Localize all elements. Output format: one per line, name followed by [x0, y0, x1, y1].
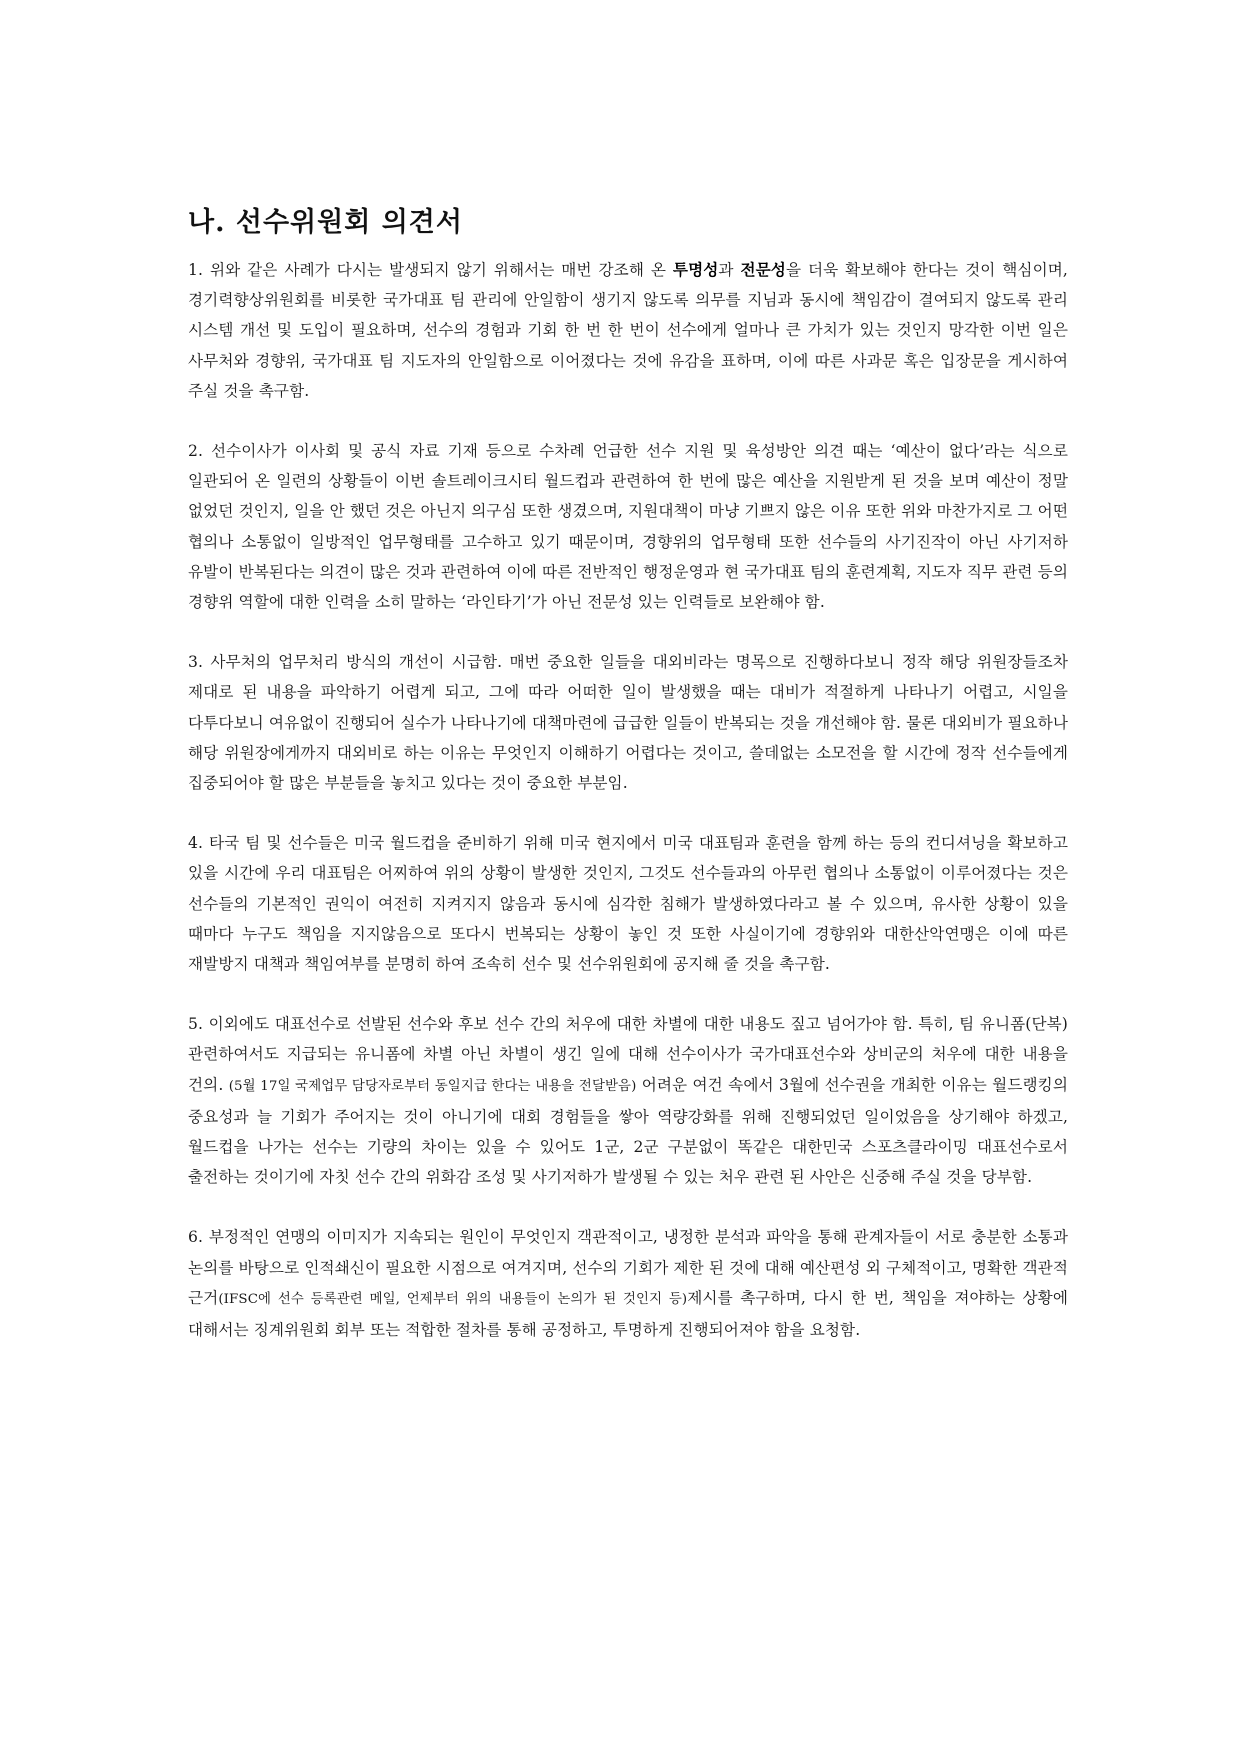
paragraph-2: 2. 선수이사가 이사회 및 공식 자료 기재 등으로 수차례 언급한 선수 지원 및 육성방안 의견 때는 ‘예산이 없다’라는 식으로 일관되어 온 일련의 상황들이 이번 솔트레이크시티 월드컵과 관련하여 한 번에 많은 예산을 지원받게 된 것을 보며 예산이 정말 없었던 것인지, 일을 안 했던 것은 아닌지 의구심 또한 생겼으며, 지원대책이 마냥 기쁘지 않은 이유 또한 위와 마찬가지로 그 어떤 협의나 소통없이 일방적인 업무형태를 고수하고 있기 때문이며, 경향위의 업무형태 또한 선수들의 사기진작이 아닌 사기저하 유발이 반복된다는 의견이 많은 것과 관련하여 이에 따른 전반적인 행정운영과 현 국가대표 팀의 훈련계획, 지도자 직무 관련 등의 경향위 역할에 대한 인력을 소히 말하는 ‘라인타기’가 아닌 전문성 있는 인력들로 보완해야 함. — [188, 442, 1068, 612]
paragraph-1-text-b: 과 — [718, 261, 741, 279]
keyword-expertise: 전문성 — [740, 260, 786, 279]
paragraph-5-text-b: 어려운 여건 속에서 3월에 선수권을 개최한 이유는 월드랭킹의 중요성과 늘 기회가 주어지는 것이 아니기에 대회 경험들을 쌓아 역량강화를 위해 진행되었던 일이었음을 상기해야 하겠고, 월드컵을 나가는 선수는 기량의 차이는 있을 수 있어도 1군, 2군 구분없이 똑같은 대한민국 스포츠클라이밍 대표선수로서 출전하는 것이기에 자칫 선수 간의 위화감 조성 및 사기저하가 발생될 수 있는 처우 관련 된 사안은 신중해 주실 것을 당부함. — [188, 1075, 1068, 1187]
paragraph-6 — [188, 1222, 1068, 1345]
paragraph-3: 3. 사무처의 업무처리 방식의 개선이 시급함. 매번 중요한 일들을 대외비라는 명목으로 진행하다보니 정작 해당 위원장들조차 제대로 된 내용을 파악하기 어렵게 되고, 그에 따라 어떠한 일이 발생했을 때는 대비가 적절하게 나타나기 어렵고, 시일을 다투다보니 여유없이 진행되어 실수가 나타나기에 대책마련에 급급한 일들이 반복되는 것을 개선해야 함. 물론 대외비가 필요하나 해당 위원장에게까지 대외비로 하는 이유는 무엇인지 이해하기 어렵다는 것이고, 쓸데없는 소모전을 할 시간에 정작 선수들에게 집중되어야 할 많은 부분들을 놓치고 있다는 것이 중요한 부분임. — [188, 653, 1068, 793]
keyword-transparency: 투명성 — [672, 260, 719, 279]
paragraph-1-text-c: 을 더욱 확보해야 한다는 것이 핵심이며, 경기력향상위원회를 비롯한 국가대표 팀 관리에 안일함이 생기지 않도록 의무를 지님과 동시에 책임감이 결여되지 않도록 관리 시스템 개선 및 도입이 필요하며, 선수의 경험과 기회 한 번 한 번이 선수에게 얼마나 큰 가치가 있는 것인지 망각한 이번 일은 사무처와 경향위, 국가대표 팀 지도자의 안일함으로 이어졌다는 것에 유감을 표하며, 이에 따른 사과문 혹은 입장문을 게시하여 주실 것을 촉구함. — [188, 261, 1068, 400]
paragraph-5-note: (5월 17일 국제업무 담당자로부터 동일지급 한다는 내용을 전달받음) — [228, 1078, 637, 1094]
paragraph-5-text-a: 5. 이외에도 대표선수로 선발된 선수와 후보 선수 간의 처우에 대한 차별에 대한 내용도 짚고 넘어가야 함. 특히, 팀 유니폼(단복) 관련하여서도 지급되는 유니폼에 차별 아닌 차별이 생긴 일에 대해 선수이사가 국가대표선수와 상비군의 처우에 대한 내용을 건의. — [188, 1015, 1068, 1094]
section-title: 나. 선수위원회 의견서 — [188, 207, 463, 238]
paragraph-5 — [188, 1009, 1068, 1192]
document-page — [188, 205, 1068, 1375]
paragraph-4: 4. 타국 팀 및 선수들은 미국 월드컵을 준비하기 위해 미국 현지에서 미국 대표팀과 훈련을 함께 하는 등의 컨디셔닝을 확보하고 있을 시간에 우리 대표팀은 어찌하여 위의 상황이 발생한 것인지, 그것도 선수들과의 아무런 협의나 소통없이 이루어졌다는 것은 선수들의 기본적인 권익이 여전히 지켜지지 않음과 동시에 심각한 침해가 발생하였다라고 볼 수 있으며, 유사한 상황이 있을 때마다 누구도 책임을 지지않음으로 또다시 번복되는 상황이 놓인 것 또한 사실이기에 경향위와 대한산악연맹은 이에 따른 재발방지 대책과 책임여부를 분명히 하여 조속히 선수 및 선수위원회에 공지해 줄 것을 촉구함. — [188, 834, 1068, 974]
paragraph-1-text-a: 1. 위와 같은 사례가 다시는 발생되지 않기 위해서는 매번 강조해 온 — [188, 261, 673, 279]
paragraph-6-note: (IFSC에 선수 등록관련 메일, 언제부터 위의 내용들이 논의가 된 것인지 등) — [218, 1291, 688, 1307]
paragraph-1 — [188, 255, 1068, 406]
paragraph-6-text-b: 제시를 촉구하며, 다시 한 번, 책임을 져야하는 상황에 대해서는 징계위원회 회부 또는 적합한 절차를 통해 공정하고, 투명하게 진행되어져야 함을 요청함. — [188, 1288, 1068, 1340]
paragraph-6-text-a: 6. 부정적인 연맹의 이미지가 지속되는 원인이 무엇인지 객관적이고, 냉정한 분석과 파악을 통해 관계자들이 서로 충분한 소통과 논의를 바탕으로 인적쇄신이 필요한 시점으로 여겨지며, 선수의 기회가 제한 된 것에 대해 예산편성 외 구체적이고, 명확한 객관적 근거 — [188, 1228, 1068, 1307]
